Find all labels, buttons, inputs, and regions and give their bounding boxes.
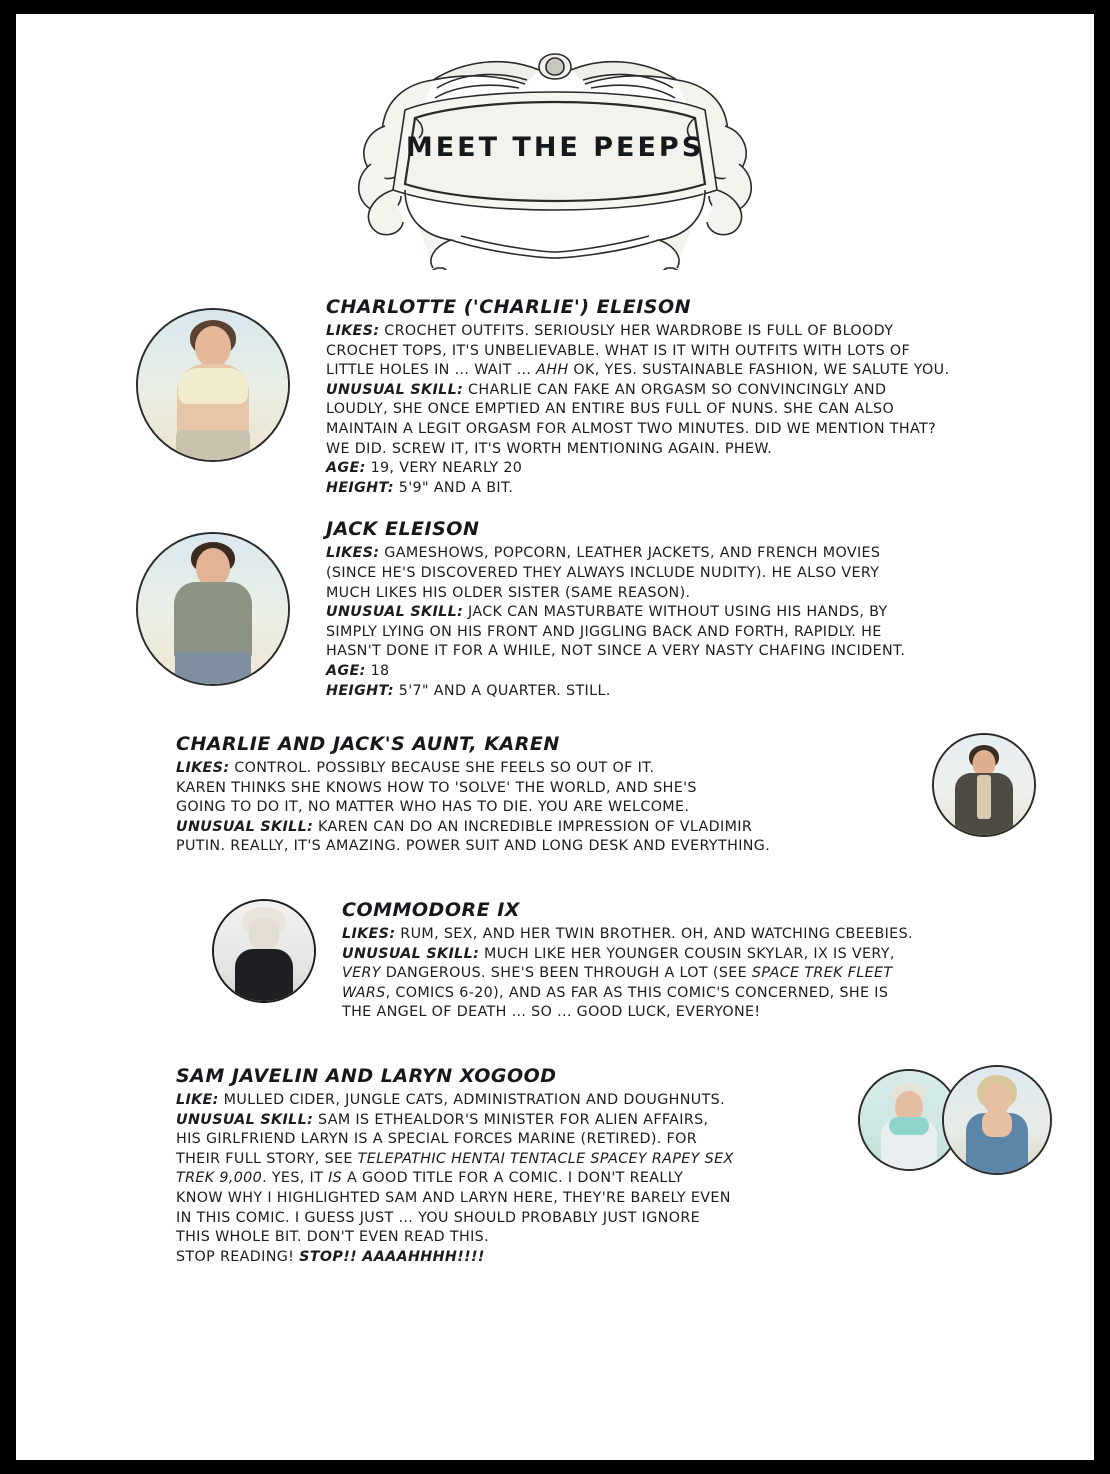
- unusual-skill-text: MUCH LIKE HER YOUNGER COUSIN SKYLAR, IX IS VERY,: [479, 945, 895, 962]
- unusual-skill-text: JACK CAN MASTURBATE WITHOUT USING HIS HANDS, BY: [463, 604, 888, 621]
- body-text: (SINCE HE'S DISCOVERED THEY ALWAYS INCLUDE NUDITY). HE ALSO VERY: [326, 564, 880, 581]
- body-text: . YES, IT: [262, 1170, 329, 1187]
- body-text: IN THIS COMIC. I GUESS JUST ... YOU SHOULD PROBABLY JUST IGNORE: [176, 1209, 700, 1226]
- emphasis-text: AHH: [536, 362, 569, 379]
- unusual-skill-label: UNUSUAL SKILL:: [176, 1111, 314, 1128]
- page-title: MEET THE PEEPS: [405, 132, 705, 163]
- character-entry-commodore-ix: [16, 893, 1094, 1023]
- body-text: OK, YES. SUSTAINABLE FASHION, WE SALUTE YOU.: [568, 362, 950, 379]
- likes-label: LIKES:: [342, 926, 396, 943]
- body-text: , COMICS 6-20), AND AS FAR AS THIS COMIC'S CONCERNED, SHE IS: [385, 984, 889, 1001]
- character-entry-charlotte: [16, 290, 1094, 498]
- body-text: THIS WHOLE BIT. DON'T EVEN READ THIS.: [176, 1229, 489, 1246]
- body-text: KAREN THINKS SHE KNOWS HOW TO 'SOLVE' THE WORLD, AND SHE'S: [176, 779, 697, 796]
- likes-label: LIKES:: [326, 545, 380, 562]
- height-value: 5'7" AND A QUARTER. STILL.: [393, 682, 611, 699]
- shout-text: STOP!! AAAAHHHH!!!!: [299, 1248, 485, 1265]
- character-entry-sam-and-laryn: [16, 1065, 1094, 1267]
- unusual-skill-label: UNUSUAL SKILL:: [176, 818, 314, 835]
- age-value: 18: [365, 662, 390, 679]
- body-text: SIMPLY LYING ON HIS FRONT AND JIGGLING BACK AND FORTH, RAPIDLY. HE: [326, 623, 882, 640]
- age-label: AGE:: [326, 662, 366, 679]
- portrait-jack: [136, 532, 290, 686]
- title-reference: TREK 9,000: [176, 1170, 263, 1187]
- body-text: THE ANGEL OF DEATH ... SO ... GOOD LUCK, EVERYONE!: [342, 1004, 761, 1021]
- body-text: STOP READING!: [176, 1248, 300, 1265]
- body-text: PUTIN. REALLY, IT'S AMAZING. POWER SUIT AND LONG DESK AND EVERYTHING.: [176, 838, 771, 855]
- likes-text: CROCHET OUTFITS. SERIOUSLY HER WARDROBE IS FULL OF BLOODY: [379, 323, 894, 339]
- age-label: AGE:: [326, 460, 366, 477]
- character-name: SAM JAVELIN AND LARYN XOGOOD: [176, 1065, 557, 1088]
- unusual-skill-label: UNUSUAL SKILL:: [326, 604, 464, 621]
- body-text: GOING TO DO IT, NO MATTER WHO HAS TO DIE. YOU ARE WELCOME.: [176, 799, 690, 816]
- unusual-skill-text: CHARLIE CAN FAKE AN ORGASM SO CONVINCINGLY AND: [463, 381, 887, 398]
- emphasis-text: VERY: [342, 965, 381, 982]
- likes-text: GAMESHOWS, POPCORN, LEATHER JACKETS, AND FRENCH MOVIES: [379, 545, 881, 562]
- character-name: CHARLOTTE ('CHARLIE') ELEISON: [326, 296, 692, 318]
- title-reference: WARS: [342, 984, 386, 1001]
- height-label: HEIGHT:: [326, 682, 394, 699]
- age-value: 19, VERY NEARLY 20: [365, 460, 523, 477]
- body-text: DANGEROUS. SHE'S BEEN THROUGH A LOT (SEE: [380, 965, 752, 982]
- likes-label: LIKES:: [326, 323, 380, 339]
- unusual-skill-text: SAM IS ETHEALDOR'S MINISTER FOR ALIEN AFFAIRS,: [313, 1111, 709, 1128]
- body-text: HIS GIRLFRIEND LARYN IS A SPECIAL FORCES MARINE (RETIRED). FOR: [176, 1131, 698, 1148]
- likes-text: CONTROL. POSSIBLY BECAUSE SHE FEELS SO OUT OF IT.: [229, 760, 655, 777]
- character-entry-jack: [16, 512, 1094, 701]
- character-name: CHARLIE AND JACK'S AUNT, KAREN: [176, 733, 560, 756]
- portrait-karen: [932, 733, 1036, 837]
- body-text: CROCHET TOPS, IT'S UNBELIEVABLE. WHAT IS IT WITH OUTFITS WITH LOTS OF: [326, 342, 911, 359]
- body-text: LITTLE HOLES IN ... WAIT ...: [326, 362, 537, 379]
- height-value: 5'9" AND A BIT.: [393, 479, 514, 496]
- character-entry-karen: [16, 733, 1094, 857]
- body-text: KNOW WHY I HIGHLIGHTED SAM AND LARYN HERE, THEY'RE BARELY EVEN: [176, 1190, 731, 1206]
- height-label: HEIGHT:: [326, 479, 394, 496]
- likes-label: LIKES:: [176, 760, 230, 777]
- body-text: THEIR FULL STORY, SEE: [176, 1150, 358, 1167]
- portrait-commodore-ix: [212, 899, 316, 1003]
- emphasis-text: IS: [328, 1170, 343, 1187]
- character-name: JACK ELEISON: [326, 518, 480, 541]
- body-text: MAINTAIN A LEGIT ORGASM FOR ALMOST TWO MINUTES. DID WE MENTION THAT?: [326, 420, 937, 437]
- unusual-skill-label: UNUSUAL SKILL:: [326, 381, 464, 398]
- title-reference: SPACE TREK FLEET: [751, 965, 893, 982]
- likes-label: LIKE:: [176, 1092, 219, 1109]
- comic-page: [16, 14, 1094, 1460]
- likes-text: MULLED CIDER, JUNGLE CATS, ADMINISTRATION AND DOUGHNUTS.: [218, 1092, 725, 1109]
- portrait-charlotte: [136, 308, 290, 462]
- title-reference: TELEPATHIC HENTAI TENTACLE SPACEY RAPEY SEX: [357, 1150, 734, 1167]
- body-text: WE DID. SCREW IT, IT'S WORTH MENTIONING AGAIN. PHEW.: [326, 440, 773, 457]
- body-text: HASN'T DONE IT FOR A WHILE, NOT SINCE A VERY NASTY CHAFING INCIDENT.: [326, 643, 906, 660]
- body-text: A GOOD TITLE FOR A COMIC. I DON'T REALLY: [342, 1170, 684, 1187]
- character-name: COMMODORE IX: [342, 899, 520, 922]
- body-text: MUCH LIKES HIS OLDER SISTER (SAME REASON).: [326, 584, 691, 601]
- portrait-laryn: [942, 1065, 1052, 1175]
- unusual-skill-label: UNUSUAL SKILL:: [342, 945, 480, 962]
- unusual-skill-text: KAREN CAN DO AN INCREDIBLE IMPRESSION OF VLADIMIR: [313, 818, 753, 835]
- banner: [16, 14, 1094, 282]
- body-text: LOUDLY, SHE ONCE EMPTIED AN ENTIRE BUS FULL OF NUNS. SHE CAN ALSO: [326, 401, 895, 418]
- likes-text: RUM, SEX, AND HER TWIN BROTHER. OH, AND WATCHING CBEEBIES.: [395, 926, 913, 943]
